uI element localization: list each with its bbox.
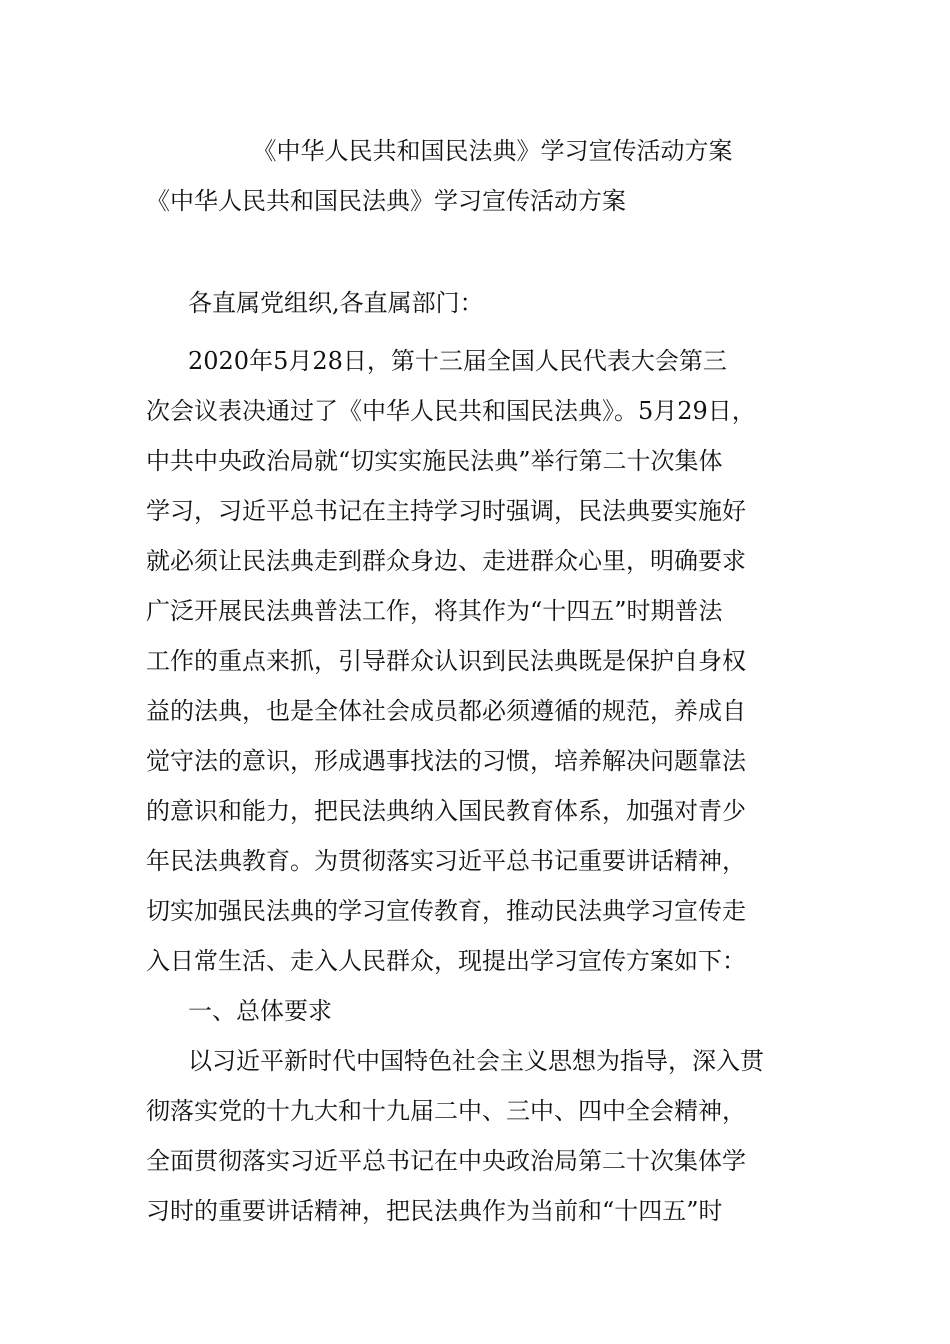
document-title: 《中华人民共和国民法典》学习宣传活动方案	[252, 137, 733, 165]
document-body	[146, 336, 816, 1236]
paragraph-line: 全面贯彻落实习近平总书记在中央政治局第二十次集体学	[146, 1147, 746, 1175]
document-subtitle: 《中华人民共和国民法典》学习宣传活动方案	[146, 187, 626, 215]
paragraph-line: 彻落实党的十九大和十九届二中、三中、四中全会精神，	[146, 1097, 746, 1125]
paragraph-line: 的意识和能力，把民法典纳入国民教育体系，加强对青少	[146, 797, 746, 825]
paragraph-line: 益的法典，也是全体社会成员都必须遵循的规范，养成自	[146, 697, 746, 725]
paragraph-line: 中共中央政治局就“切实实施民法典”举行第二十次集体	[146, 447, 723, 475]
paragraph-line: 学习，习近平总书记在主持学习时强调，民法典要实施好	[146, 497, 746, 525]
paragraph-line: 切实加强民法典的学习宣传教育，推动民法典学习宣传走	[146, 897, 746, 925]
paragraph-line: 以习近平新时代中国特色社会主义思想为指导，深入贯	[188, 1047, 764, 1075]
paragraph-line: 入日常生活、走入人民群众，现提出学习宣传方案如下：	[146, 947, 746, 975]
paragraph-line: 2020年5月28日，第十三届全国人民代表大会第三	[188, 347, 727, 375]
section-heading: 一、总体要求	[188, 997, 332, 1025]
paragraph-line: 就必须让民法典走到群众身边、走进群众心里，明确要求	[146, 547, 746, 575]
paragraph-line: 习时的重要讲话精神，把民法典作为当前和“十四五”时	[146, 1197, 723, 1225]
paragraph-line: 广泛开展民法典普法工作，将其作为“十四五”时期普法	[146, 597, 723, 625]
paragraph-line: 次会议表决通过了《中华人民共和国民法典》。5月29日，	[146, 397, 756, 425]
paragraph-line: 年民法典教育。为贯彻落实习近平总书记重要讲话精神，	[146, 847, 746, 875]
paragraph-line: 觉守法的意识，形成遇事找法的习惯，培养解决问题靠法	[146, 747, 746, 775]
salutation: 各直属党组织,各直属部门：	[188, 289, 484, 317]
paragraph-line: 工作的重点来抓，引导群众认识到民法典既是保护自身权	[146, 647, 746, 675]
